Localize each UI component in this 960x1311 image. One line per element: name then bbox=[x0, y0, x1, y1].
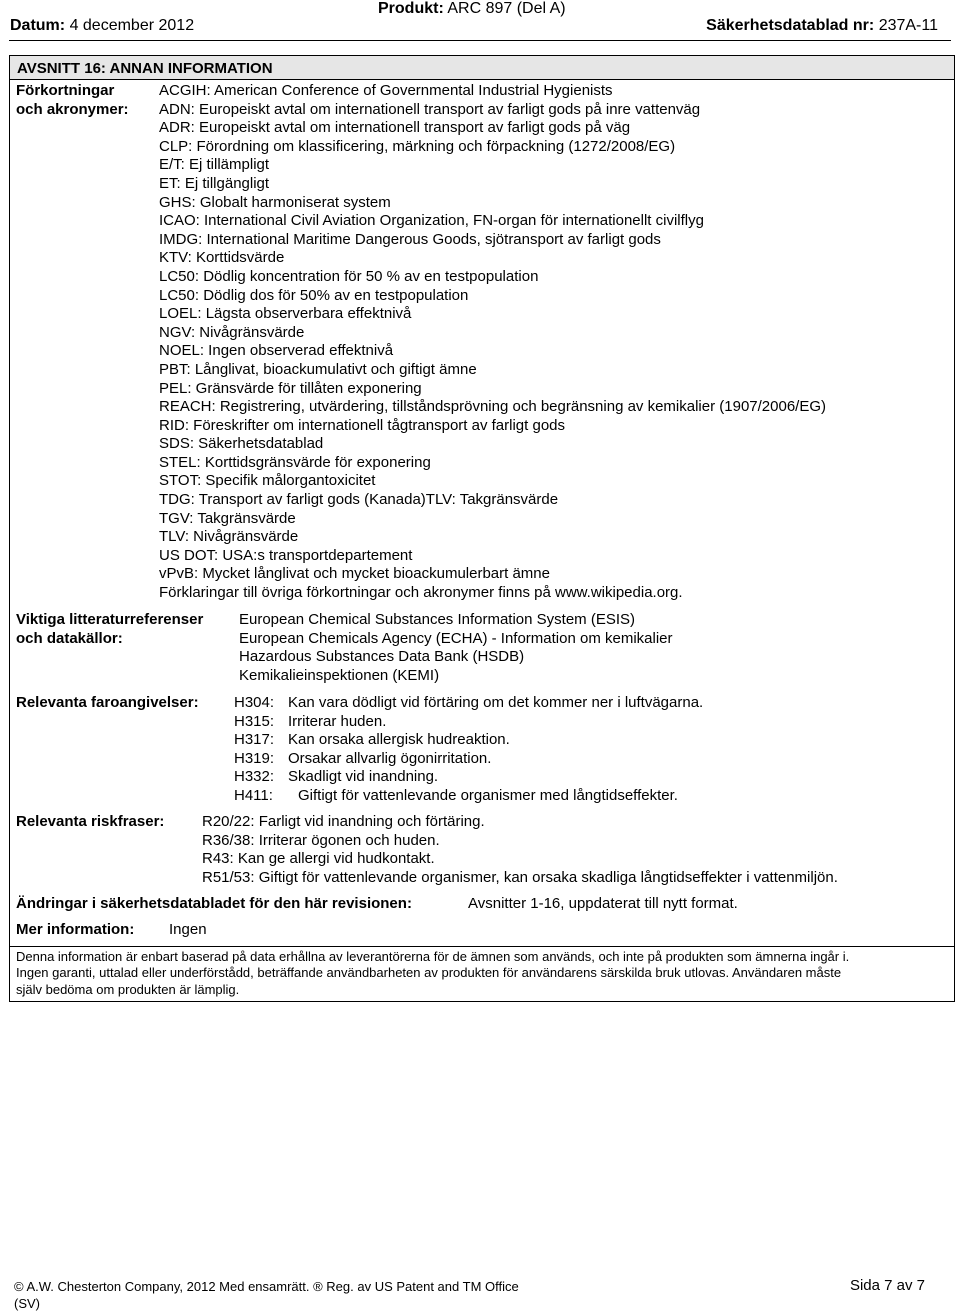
section-title: AVSNITT 16: ANNAN INFORMATION bbox=[17, 60, 273, 77]
hazard-text: Skadligt vid inandning. bbox=[288, 768, 439, 786]
abbreviation-item: US DOT: USA:s transportdepartement bbox=[159, 546, 413, 564]
disclaimer-line: själv bedöma om produkten är lämplig. bbox=[16, 981, 240, 997]
section-16-box bbox=[9, 55, 955, 1002]
footer-language: (SV) bbox=[14, 1296, 40, 1311]
hazard-item bbox=[234, 768, 703, 787]
hazard-text: Kan vara dödligt vid förtäring om det kommer ner i luftvägarna. bbox=[288, 694, 704, 711]
abbreviation-item: STEL: Korttidsgränsvärde för exponering bbox=[159, 453, 431, 471]
hazard-text: Irriterar huden. bbox=[288, 712, 387, 730]
reference-item: Kemikalieinspektionen (KEMI) bbox=[239, 666, 440, 684]
more-info-label: Mer information: bbox=[16, 921, 135, 938]
header-divider bbox=[9, 40, 951, 41]
abbrev-label-line-2: och akronymer: bbox=[16, 100, 129, 118]
changes-value: Avsnitter 1-16, uppdaterat till nytt format. bbox=[468, 895, 738, 912]
abbrev-label bbox=[16, 82, 129, 119]
abbreviation-item: ADN: Europeiskt avtal om internationell transport av farligt gods på inre vattenväg bbox=[159, 100, 701, 118]
abbreviation-item: LC50: Dödlig koncentration för 50 % av en testpopulation bbox=[159, 267, 539, 285]
hazard-code: H317: bbox=[234, 731, 275, 749]
sds-value: 237A-11 bbox=[878, 17, 938, 34]
abbreviation-item: E/T: Ej tillämpligt bbox=[159, 156, 270, 174]
hazard-item bbox=[234, 713, 703, 732]
sds-number-line bbox=[706, 17, 938, 35]
section-header bbox=[10, 56, 954, 80]
sds-label: Säkerhetsdatablad nr: bbox=[706, 17, 875, 34]
abbreviation-list bbox=[159, 82, 826, 603]
abbreviation-item: Förklaringar till övriga förkortningar och akronymer finns på www.wikipedia.org. bbox=[159, 584, 683, 602]
reference-item: European Chemical Substances Information System (ESIS) bbox=[239, 611, 636, 628]
abbreviation-item: TDG: Transport av farligt gods (Kanada)TLV: Takgränsvärde bbox=[159, 491, 559, 509]
abbreviation-item: KTV: Korttidsvärde bbox=[159, 249, 285, 267]
hazard-list bbox=[234, 694, 703, 806]
footer-copyright: © A.W. Chesterton Company, 2012 Med ensamrätt. ® Reg. av US Patent and TM Office bbox=[14, 1279, 519, 1294]
references-label bbox=[16, 611, 203, 648]
date-label: Datum: bbox=[10, 17, 66, 34]
hazard-code: H315: bbox=[234, 712, 275, 730]
abbrev-label-line-1: Förkortningar bbox=[16, 82, 115, 99]
hazard-code: H411: bbox=[234, 786, 273, 804]
abbreviation-item: IMDG: International Maritime Dangerous Goods, sjötransport av farligt gods bbox=[159, 230, 661, 248]
risk-item: R20/22: Farligt vid inandning och förtäring. bbox=[202, 813, 485, 830]
risk-item: R43: Kan ge allergi vid hudkontakt. bbox=[202, 850, 435, 868]
risk-label: Relevanta riskfraser: bbox=[16, 813, 165, 830]
abbreviation-item: CLP: Förordning om klassificering, märkning och förpackning (1272/2008/EG) bbox=[159, 137, 676, 155]
disclaimer-line: Ingen garanti, uttalad eller underförstådd, beträffande användbarheten av produkten för användarens särskilda bruk utlovas. Användaren måste bbox=[16, 965, 842, 981]
abbreviation-item: GHS: Globalt harmoniserat system bbox=[159, 193, 391, 211]
product-value: ARC 897 (Del A) bbox=[447, 0, 566, 17]
abbreviation-item: ADR: Europeiskt avtal om internationell transport av farligt gods på väg bbox=[159, 119, 631, 137]
hazard-item bbox=[234, 750, 703, 769]
abbreviation-item: PBT: Långlivat, bioackumulativt och giftigt ämne bbox=[159, 360, 477, 378]
abbreviation-item: SDS: Säkerhetsdatablad bbox=[159, 435, 324, 453]
hazard-item bbox=[234, 731, 703, 750]
abbreviation-item: LC50: Dödlig dos för 50% av en testpopulation bbox=[159, 286, 469, 304]
abbreviation-item: LOEL: Lägsta observerbara effektnivå bbox=[159, 305, 412, 323]
hazard-text: Kan orsaka allergisk hudreaktion. bbox=[288, 731, 510, 749]
references-label-line-1: Viktiga litteraturreferenser bbox=[16, 611, 204, 628]
hazard-code: H319: bbox=[234, 749, 275, 767]
hazard-text: Orsakar allvarlig ögonirritation. bbox=[288, 749, 492, 767]
hazard-code: H332: bbox=[234, 768, 275, 786]
references-list bbox=[239, 611, 673, 685]
hazard-code: H304: bbox=[234, 694, 275, 711]
abbreviation-item: ACGIH: American Conference of Governmental Industrial Hygienists bbox=[159, 82, 613, 99]
date-value: 4 december 2012 bbox=[69, 17, 195, 34]
abbreviation-item: ET: Ej tillgängligt bbox=[159, 174, 270, 192]
more-info-value: Ingen bbox=[169, 921, 207, 938]
risk-item: R36/38: Irriterar ögonen och huden. bbox=[202, 831, 440, 849]
reference-item: European Chemicals Agency (ECHA) - Information om kemikalier bbox=[239, 629, 673, 647]
product-label: Produkt: bbox=[378, 0, 444, 17]
disclaimer-divider bbox=[10, 946, 954, 947]
hazard-item bbox=[234, 787, 703, 806]
hazard-text: Giftigt för vattenlevande organismer med långtidseffekter. bbox=[298, 786, 678, 804]
references-label-line-2: och datakällor: bbox=[16, 629, 123, 647]
disclaimer-line: Denna information är enbart baserad på data erhållna av leverantörerna för de ämnen som används, och inte på produkten som ämnerna ingår i. bbox=[16, 949, 850, 964]
date-line bbox=[10, 17, 194, 35]
abbreviation-item: TLV: Nivågränsvärde bbox=[159, 528, 299, 546]
product-line bbox=[378, 0, 566, 18]
abbreviation-item: REACH: Registrering, utvärdering, tillståndsprövning och begränsning av kemikalier (1907/2006/EG) bbox=[159, 398, 827, 416]
footer-page-number: Sida 7 av 7 bbox=[849, 1277, 925, 1294]
abbreviation-item: vPvB: Mycket långlivat och mycket bioackumulerbart ämne bbox=[159, 565, 550, 583]
abbreviation-item: NGV: Nivågränsvärde bbox=[159, 323, 305, 341]
risk-list bbox=[202, 813, 838, 887]
risk-item: R51/53: Giftigt för vattenlevande organismer, kan orsaka skadliga långtidseffekter i vattenmiljön. bbox=[202, 868, 838, 886]
abbreviation-item: TGV: Takgränsvärde bbox=[159, 509, 296, 527]
hazard-item bbox=[234, 694, 703, 713]
reference-item: Hazardous Substances Data Bank (HSDB) bbox=[239, 648, 525, 666]
abbreviation-item: RID: Föreskrifter om internationell tågtransport av farligt gods bbox=[159, 416, 566, 434]
disclaimer bbox=[16, 949, 946, 998]
abbreviation-item: NOEL: Ingen observerad effektnivå bbox=[159, 342, 394, 360]
abbreviation-item: ICAO: International Civil Aviation Organization, FN-organ för internationellt civilflyg bbox=[159, 212, 704, 230]
abbreviation-item: PEL: Gränsvärde för tillåten exponering bbox=[159, 379, 422, 397]
changes-label: Ändringar i säkerhetsdatabladet för den här revisionen: bbox=[16, 895, 412, 912]
hazard-label: Relevanta faroangivelser: bbox=[16, 694, 199, 711]
abbreviation-item: STOT: Specifik målorgantoxicitet bbox=[159, 472, 376, 490]
